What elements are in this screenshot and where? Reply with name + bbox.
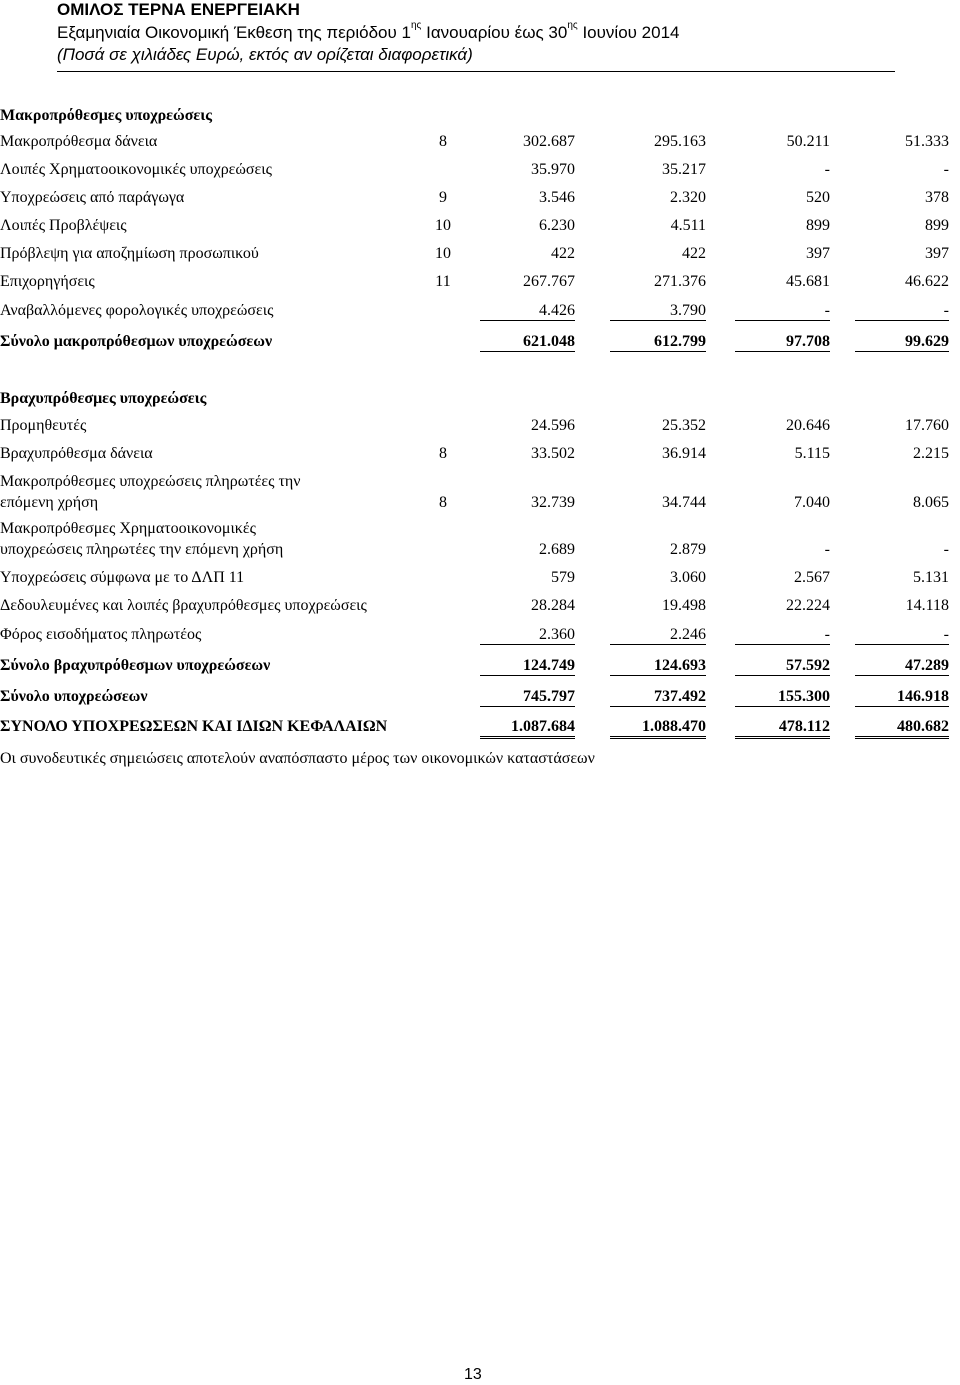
company-name: ΟΜΙΛΟΣ ΤΕΡΝΑ ΕΝΕΡΓΕΙΑΚΗ bbox=[57, 0, 300, 19]
value-col-3: 899 bbox=[806, 217, 830, 234]
row-note: 9 bbox=[439, 189, 447, 206]
short-term-section-title: Βραχυπρόθεσμες υποχρεώσεις bbox=[0, 390, 207, 407]
page-number: 13 bbox=[464, 1366, 482, 1383]
row-label: Φόρος εισοδήματος πληρωτέος bbox=[0, 626, 202, 643]
value-col-3: 478.112 bbox=[735, 718, 830, 739]
value-col-1: 33.502 bbox=[531, 445, 575, 462]
report-title-suffix: Ιουνίου 2014 bbox=[577, 23, 680, 42]
report-title-sup-2: ης bbox=[567, 20, 578, 32]
value-col-3: 397 bbox=[806, 245, 830, 262]
value-col-3: - bbox=[735, 626, 830, 645]
row-label-line-2: επόμενη χρήση bbox=[0, 494, 99, 511]
value-col-4: - bbox=[855, 302, 949, 321]
value-col-2: 422 bbox=[682, 245, 706, 262]
value-col-4: 46.622 bbox=[905, 273, 949, 290]
value-col-1: 579 bbox=[551, 569, 575, 586]
value-col-4: 17.760 bbox=[905, 417, 949, 434]
value-col-4: 5.131 bbox=[913, 569, 949, 586]
report-title-mid: Ιανουαρίου έως 30 bbox=[421, 23, 568, 42]
row-label: Επιχορηγήσεις bbox=[0, 273, 95, 290]
value-col-3: 5.115 bbox=[794, 445, 830, 462]
value-col-2: 3.060 bbox=[670, 569, 706, 586]
row-note: 11 bbox=[435, 273, 451, 290]
row-label: Σύνολο υποχρεώσεων bbox=[0, 688, 148, 705]
value-col-2: 2.879 bbox=[670, 541, 706, 558]
row-label: ΣΥΝΟΛΟ ΥΠΟΧΡΕΩΣΕΩΝ ΚΑΙ ΙΔΙΩΝ ΚΕΦΑΛΑΙΩΝ bbox=[0, 718, 388, 735]
value-col-2: 737.492 bbox=[610, 688, 706, 707]
row-label: Μακροπρόθεσμες Χρηματοοικονομικές bbox=[0, 520, 256, 537]
value-col-4: - bbox=[855, 626, 949, 645]
value-col-2: 1.088.470 bbox=[610, 718, 706, 739]
value-col-1: 24.596 bbox=[531, 417, 575, 434]
report-title bbox=[57, 20, 680, 43]
value-col-2: 4.511 bbox=[670, 217, 706, 234]
row-label-line-2: υποχρεώσεις πληρωτέες την επόμενη χρήση bbox=[0, 541, 284, 558]
value-col-3: 520 bbox=[806, 189, 830, 206]
value-col-1: 2.689 bbox=[539, 541, 575, 558]
value-col-1: 3.546 bbox=[539, 189, 575, 206]
value-col-2: 36.914 bbox=[662, 445, 706, 462]
row-label: Βραχυπρόθεσμα δάνεια bbox=[0, 445, 153, 462]
value-col-2: 34.744 bbox=[662, 494, 706, 511]
value-col-1: 6.230 bbox=[539, 217, 575, 234]
value-col-3: - bbox=[735, 302, 830, 321]
value-col-3: 20.646 bbox=[786, 417, 830, 434]
value-col-2: 25.352 bbox=[662, 417, 706, 434]
value-col-4: 47.289 bbox=[855, 657, 949, 676]
value-col-4: 899 bbox=[925, 217, 949, 234]
value-col-4: 8.065 bbox=[913, 494, 949, 511]
value-col-3: - bbox=[824, 161, 830, 178]
value-col-4: 51.333 bbox=[905, 133, 949, 150]
value-col-1: 35.970 bbox=[531, 161, 575, 178]
footnote: Οι συνοδευτικές σημειώσεις αποτελούν αναπόσπαστο μέρος των οικονομικών καταστάσεων bbox=[0, 750, 595, 767]
row-label: Προμηθευτές bbox=[0, 417, 87, 434]
row-label: Σύνολο βραχυπρόθεσμων υποχρεώσεων bbox=[0, 657, 271, 674]
value-col-2: 35.217 bbox=[662, 161, 706, 178]
row-label: Υποχρεώσεις από παράγωγα bbox=[0, 189, 185, 206]
row-note: 10 bbox=[435, 245, 451, 262]
value-col-3: 45.681 bbox=[786, 273, 830, 290]
row-label: Μακροπρόθεσμες υποχρεώσεις πληρωτέες την bbox=[0, 473, 301, 490]
value-col-2: 2.320 bbox=[670, 189, 706, 206]
value-col-2: 124.693 bbox=[610, 657, 706, 676]
units-note: (Ποσά σε χιλιάδες Ευρώ, εκτός αν ορίζεται διαφορετικά) bbox=[57, 45, 473, 64]
row-label: Σύνολο μακροπρόθεσμων υποχρεώσεων bbox=[0, 333, 273, 350]
row-label: Λοιπές Προβλέψεις bbox=[0, 217, 127, 234]
value-col-3: 57.592 bbox=[735, 657, 830, 676]
row-label: Υποχρεώσεις σύμφωνα με το ΔΛΠ 11 bbox=[0, 569, 245, 586]
value-col-2: 2.246 bbox=[610, 626, 706, 645]
value-col-4: - bbox=[943, 541, 949, 558]
value-col-3: 7.040 bbox=[794, 494, 830, 511]
row-label: Λοιπές Χρηματοοικονομικές υποχρεώσεις bbox=[0, 161, 272, 178]
value-col-1: 621.048 bbox=[480, 333, 575, 352]
header-divider bbox=[57, 71, 895, 72]
value-col-2: 271.376 bbox=[654, 273, 706, 290]
value-col-1: 1.087.684 bbox=[480, 718, 575, 739]
value-col-4: 378 bbox=[925, 189, 949, 206]
value-col-1: 302.687 bbox=[523, 133, 575, 150]
value-col-2: 295.163 bbox=[654, 133, 706, 150]
value-col-1: 745.797 bbox=[480, 688, 575, 707]
row-label: Πρόβλεψη για αποζημίωση προσωπικού bbox=[0, 245, 259, 262]
row-label: Αναβαλλόμενες φορολογικές υποχρεώσεις bbox=[0, 302, 274, 319]
value-col-3: 50.211 bbox=[786, 133, 830, 150]
value-col-4: 146.918 bbox=[855, 688, 949, 707]
row-label: Μακροπρόθεσμα δάνεια bbox=[0, 133, 158, 150]
value-col-4: 99.629 bbox=[855, 333, 949, 352]
row-note: 8 bbox=[439, 133, 447, 150]
row-label: Δεδουλευμένες και λοιπές βραχυπρόθεσμες υποχρεώσεις bbox=[0, 597, 367, 614]
value-col-4: 2.215 bbox=[913, 445, 949, 462]
value-col-4: 480.682 bbox=[855, 718, 949, 739]
row-note: 8 bbox=[439, 494, 447, 511]
value-col-1: 4.426 bbox=[480, 302, 575, 321]
value-col-3: 22.224 bbox=[786, 597, 830, 614]
value-col-4: - bbox=[943, 161, 949, 178]
value-col-1: 28.284 bbox=[531, 597, 575, 614]
value-col-3: 155.300 bbox=[735, 688, 830, 707]
value-col-1: 32.739 bbox=[531, 494, 575, 511]
long-term-section-title: Μακροπρόθεσμες υποχρεώσεις bbox=[0, 107, 212, 124]
value-col-1: 267.767 bbox=[523, 273, 575, 290]
value-col-3: 2.567 bbox=[794, 569, 830, 586]
value-col-2: 612.799 bbox=[610, 333, 706, 352]
value-col-1: 124.749 bbox=[480, 657, 575, 676]
value-col-2: 19.498 bbox=[662, 597, 706, 614]
value-col-2: 3.790 bbox=[610, 302, 706, 321]
row-note: 10 bbox=[435, 217, 451, 234]
row-note: 8 bbox=[439, 445, 447, 462]
value-col-4: 14.118 bbox=[905, 597, 949, 614]
report-title-sup-1: ης bbox=[410, 20, 422, 32]
report-title-prefix: Εξαμηνιαία Οικονομική Έκθεση της περιόδου 1 bbox=[57, 23, 411, 42]
value-col-1: 2.360 bbox=[480, 626, 575, 645]
value-col-3: 97.708 bbox=[735, 333, 830, 352]
value-col-4: 397 bbox=[925, 245, 949, 262]
value-col-3: - bbox=[824, 541, 830, 558]
value-col-1: 422 bbox=[551, 245, 575, 262]
